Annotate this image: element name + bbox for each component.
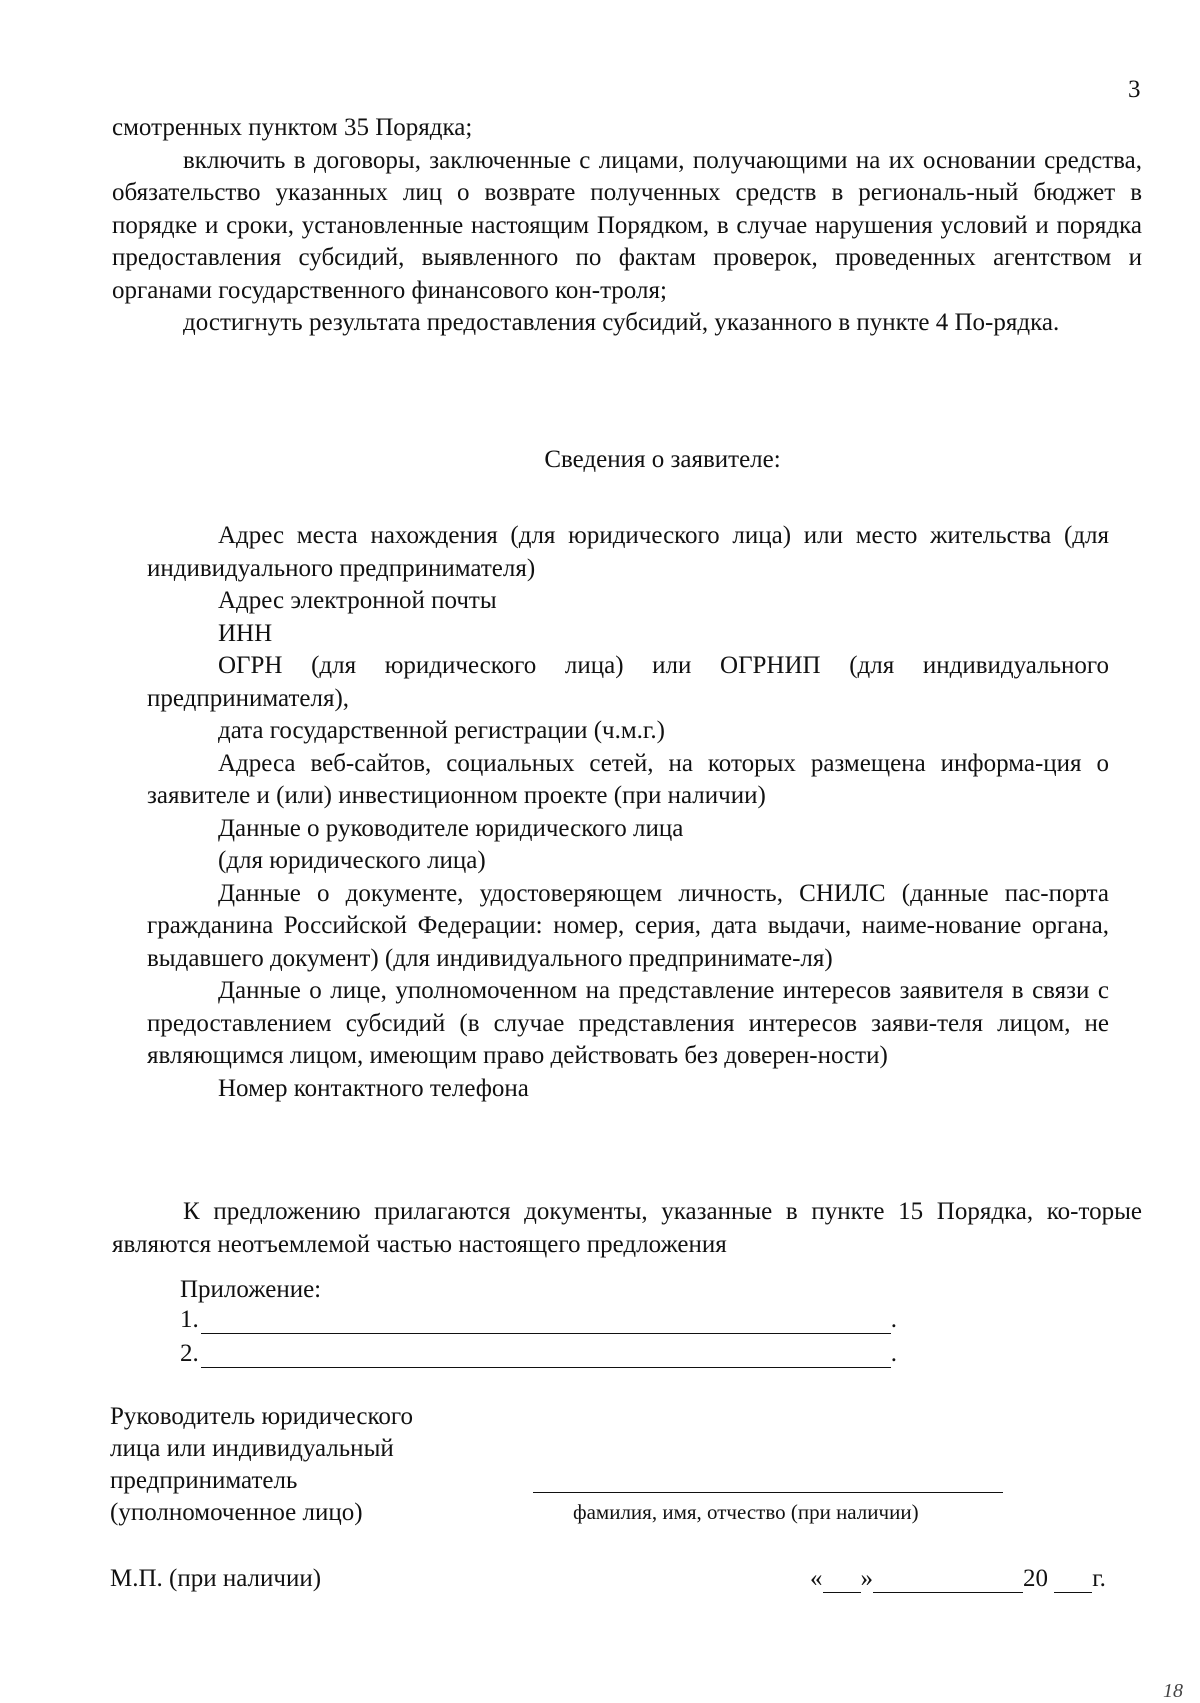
appendix-line[interactable]	[201, 1309, 891, 1334]
appendix-item-2[interactable]: 2. .	[180, 1340, 897, 1367]
attachments-text: К предложению прилагаются документы, указанные в пункте 15 Порядка, ко-торые являются неотъемлемой частью настоящего предложения	[112, 1198, 1142, 1258]
fio-caption: фамилия, имя, отчество (при наличии)	[573, 1500, 919, 1524]
appendix-label: Приложение:	[180, 1276, 322, 1303]
field-identity-document: Данные о документе, удостоверяющем личность, СНИЛС (данные пас-порта гражданина Российской Федерации: номер, серия, дата выдачи, наиме-нование органа, выдавшего документ) (для индивидуального предпринимате-ля)	[147, 879, 1109, 972]
date-year-suffix: г.	[1092, 1565, 1106, 1592]
appendix-line[interactable]	[201, 1343, 891, 1368]
corner-mark: 18	[1163, 1680, 1183, 1702]
field-registration-date: дата государственной регистрации (ч.м.г.)	[218, 717, 665, 744]
intro-paragraph-3: достигнуть результата предоставления субсидий, указанного в пункте 4 По-рядка.	[183, 309, 1060, 336]
appendix-item-number: 1.	[180, 1306, 199, 1333]
section-title: Сведения о заявителе:	[544, 446, 781, 473]
intro-paragraph-1: смотренных пунктом 35 Порядка;	[112, 114, 473, 141]
signatory-line: предприниматель	[110, 1467, 298, 1494]
signatory-line: лица или индивидуальный	[110, 1435, 394, 1462]
signatory-line: (уполномоченное лицо)	[110, 1499, 363, 1526]
field-inn: ИНН	[218, 619, 273, 647]
date-day-blank[interactable]	[823, 1568, 861, 1593]
date-year-blank[interactable]	[1054, 1568, 1092, 1593]
field-head-data: Данные о руководителе юридического лица	[218, 814, 684, 842]
page-number: 3	[1128, 76, 1141, 103]
field-head-note: (для юридического лица)	[218, 847, 486, 874]
field-address: Адрес места нахождения (для юридического лица) или место жительства (для индивидуального предпринимателя)	[147, 522, 1109, 582]
intro-section	[112, 112, 1142, 340]
signatory-block	[110, 1401, 413, 1529]
field-websites: Адреса веб-сайтов, социальных сетей, на которых размещена информа-ция о заявителе и (или) инвестиционном проекте (при наличии)	[147, 749, 1109, 809]
intro-paragraph-2: включить в договоры, заключенные с лицами, получающими на их основании средства, обязательство указанных лиц о возврате полученных средств в региональ-ный бюджет в порядке и сроки, установленные настоящим Порядком, в случае нарушения условий и порядка предоставления субсидий, выявленного по фактам проверок, проведенных агентством и органами государственного финансового кон-троля;	[112, 146, 1142, 304]
appendix-item-1[interactable]: 1. .	[180, 1306, 897, 1333]
field-email: Адрес электронной почты	[218, 587, 497, 614]
field-ogrn: ОГРН (для юридического лица) или ОГРНИП (для индивидуального предпринимателя),	[147, 652, 1109, 712]
field-authorized-person: Данные о лице, уполномоченном на представление интересов заявителя в связи с предоставлением субсидий (в случае представления интересов заяви-теля лицом, не являющимся лицом, имеющим право действовать без доверен-ности)	[147, 977, 1109, 1069]
date-open-quote: «	[810, 1565, 823, 1592]
signatory-line: Руководитель юридического	[110, 1403, 413, 1430]
appendix-item-number: 2.	[180, 1340, 199, 1367]
date-close-quote: »	[860, 1565, 873, 1592]
date-month-blank[interactable]	[873, 1568, 1023, 1593]
date-year-prefix: 20	[1023, 1565, 1048, 1592]
stamp-label: М.П. (при наличии)	[110, 1565, 322, 1592]
signature-line[interactable]	[533, 1492, 1003, 1493]
applicant-fields	[147, 520, 1109, 1105]
field-phone: Номер контактного телефона	[218, 1074, 529, 1102]
date-field[interactable]	[810, 1565, 1106, 1593]
attachments-section	[112, 1196, 1142, 1261]
